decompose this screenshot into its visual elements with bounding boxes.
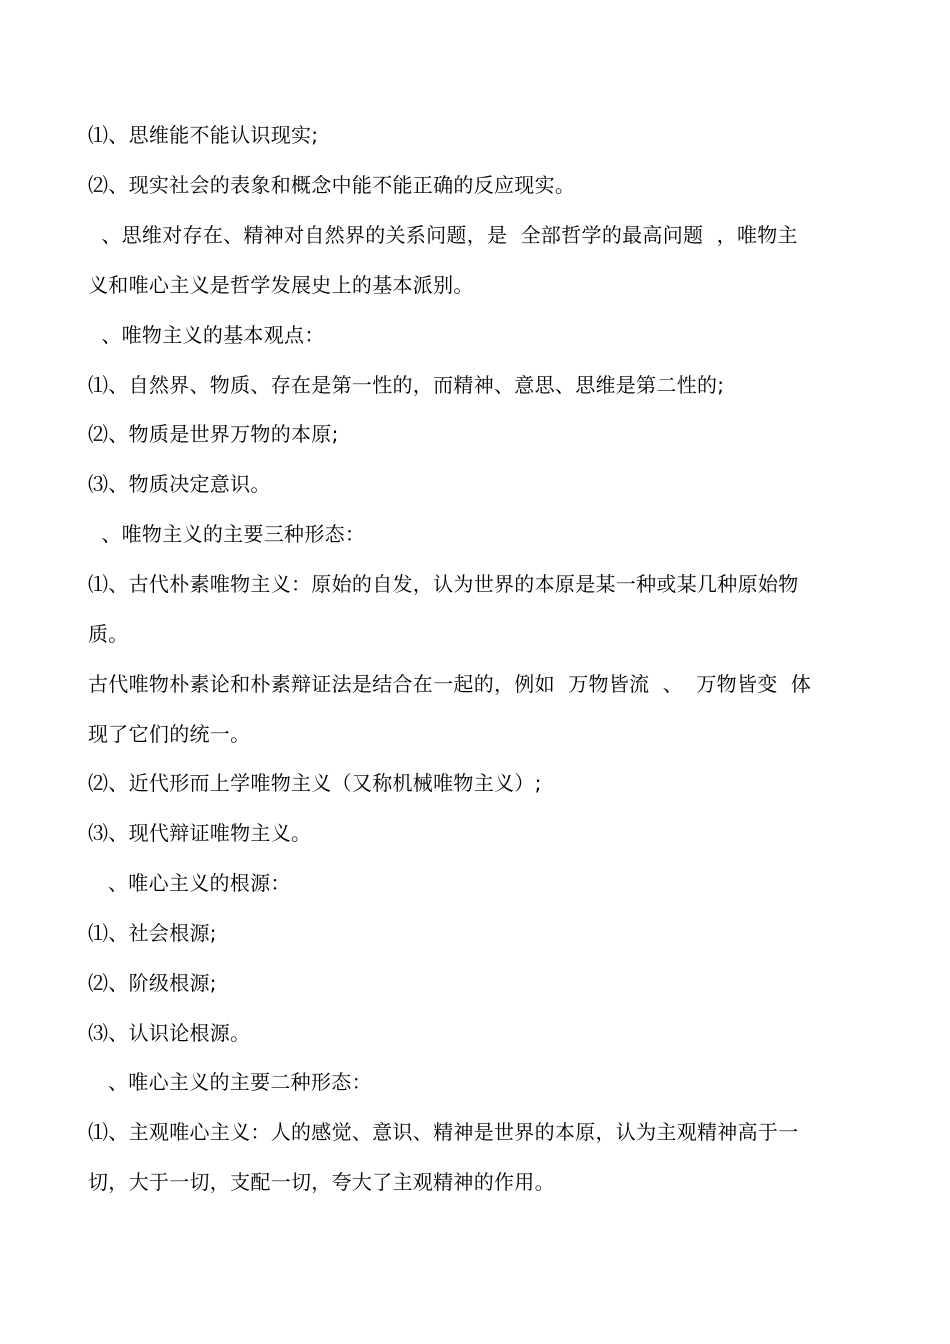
text-line: ⑴、社会根源;: [88, 921, 217, 945]
text-line: ⑵、现实社会的表象和概念中能不能正确的反应现实。: [88, 173, 576, 197]
text-line: 现了它们的统一。: [88, 722, 251, 746]
text-line: ⑵、阶级根源;: [88, 971, 217, 995]
text-line: 、唯心主义的主要二种形态：: [88, 1070, 372, 1094]
text-line: ⑴、主观唯心主义：人的感觉、意识、精神是世界的本原，认为主观精神高于一: [88, 1120, 799, 1144]
text-line: ⑵、近代形而上学唯物主义（又称机械唯物主义）;: [88, 771, 542, 795]
text-line: 质。: [88, 622, 129, 646]
text-line: 义和唯心主义是哲学发展史上的基本派别。: [88, 273, 474, 297]
text-line: ⑶、现代辩证唯物主义。: [88, 821, 312, 845]
text-line: 、唯心主义的根源：: [88, 871, 291, 895]
text-line: 切，大于一切，支配一切，夸大了主观精神的作用。: [88, 1170, 555, 1194]
text-line: ⑵、物质是世界万物的本原;: [88, 422, 339, 446]
text-line: ⑴、思维能不能认识现实;: [88, 123, 319, 147]
text-line: 古代唯物朴素论和朴素辩证法是结合在一起的，例如 万物皆流 、 万物皆变 体: [88, 672, 812, 696]
text-line: 、思维对存在、精神对自然界的关系问题，是 全部哲学的最高问题 ，唯物主: [88, 223, 798, 247]
text-line: ⑴、古代朴素唯物主义：原始的自发，认为世界的本原是某一种或某几种原始物: [88, 572, 799, 596]
text-line: 、唯物主义的基本观点：: [88, 323, 325, 347]
text-line: ⑴、自然界、物质、存在是第一性的，而精神、意思、思维是第二性的;: [88, 373, 725, 397]
text-line: 、唯物主义的主要三种形态：: [88, 522, 366, 546]
text-line: ⑶、认识论根源。: [88, 1021, 251, 1045]
text-line: ⑶、物质决定意识。: [88, 472, 271, 496]
